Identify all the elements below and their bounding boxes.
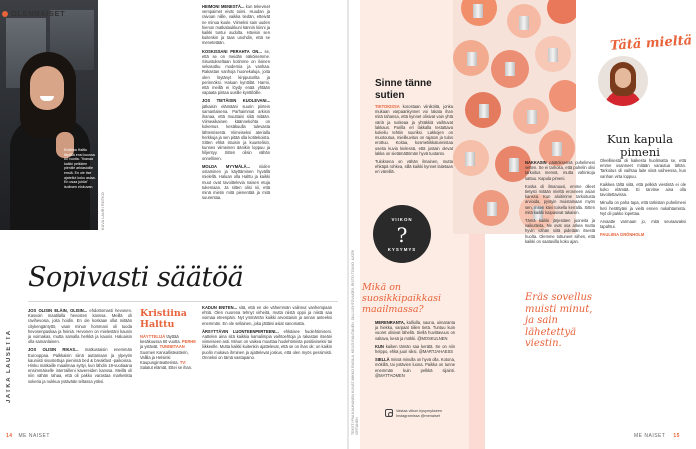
body-column-1: JOS OLISIN ELÄIN, OLISIN... ehdottomasti hevonen. Kasvoin maatilalla hevosten kanssa. Meillä oli ravihevosia, joita hoidin. En ole koskaan ollut mitään citykengäntyttö, vaan minun hommani oli tuoda hevosenpaskaa ja heiniä. Hevonen on mielestäni kaunis ja voimakas, mutta samalla herkkä ja kaunis. Haluaisin olla samanlainen. JOS OLISIN RIKAS... matkustaisin enemmän Eurooppaa. Palkkaisin siinä auttamaan ja ylpeytin kauniisti sisustettuja pienissä bed & breakfast -paikoissa. Hinku matkaille maailmaa syttyi, kun lähdin 19-vuotiaana ensimmäiselle interrailleni kavereiden kanssa. Meillä oli niin vähän rahaa, että oli pakko varastaa marketista sokeria ja nukkua ystävään teltassa yöksi.: [28, 308, 132, 384]
page-number-right: 15: [673, 433, 680, 439]
weekly-question-badge: VIIKON ? KYSYMYS: [373, 205, 431, 263]
credit-vertical: TEKSTI PIIA KAUHANEN KUVAT MIKKO RASILA, KEIJO RANTANEN, OLLI LEHTOVUORI, RISTO TOIVIO, KATRI VIRTANEN: [351, 249, 359, 435]
photo-credit: KUVA LAURI ROTKO: [101, 192, 105, 230]
section-kicker: JATKA LAUSETTA: [6, 329, 12, 403]
photo-caption: Kristiina Halttu täyttää ensi kuussa 60 vuotta. "Ihanaa kaikki pelkkien pienille arkiasioille ensiä. En ole itse ajatellut koko asiaa. En osaa juhlia" isoiksen elokuvan.: [64, 148, 96, 189]
question-mark-icon: ?: [396, 223, 408, 247]
footer-brand: ME NAISET: [18, 433, 50, 439]
body-column-3: KADUN ENITEN... sitä, että en ole vähemmän valinnut vanhempaan ehtiä. Olen nuorena tehnyt virheitä, mutta niistä oppii ja niistä saa voimaa eteenpäin. Nyt ymmärrän kaikki arvostaisin ja annan anteeksi enemmän. En ole sellainen, joka jättäisi asiat sanomatta. ÄRSYTTÄVIN LUONTEENPIIRTEENI... ehkäisee huolehtimiseni. Aattelen aina sitä kaikkia kamalimpia vaihtoehtoja ja rakastan itseäni viimeiseen asti. Minun on vaikea muuttaa huolehtimista positiiviseksi tai liikkeelle. Mutta kaikki kuitenkin ajattelevat, että se on ihan ok: on kaikin puolin mukava ihminen ja ajattelevat joskus, että olen myös pessimisti. Onneksi on tämä vastapaino.: [202, 305, 332, 360]
divider: [28, 301, 338, 302]
opinion-column-2: Oleellisesta oli kaikesta huolimatta se, että emme osanneet mitään varautua tähän. Tarkoitus oli vaihtaa laite siinä vaiheessa, kun vanhan virta loppuu. Kaikkea tältä siitä, että pelkkä viestintä ei ole koko elämää. Ei tarvitse aina olla tavoitettavissa. Minulla on paha tapa, että tarkistan puhelimeni heti herättyäni ja vielä ennen nukahtamista. Nyt oli pakko lopettaa. Arvaatte varmaan jo, mitä seuraavaksi tapahtui. PAULIINA GRÖNHOLM: [600, 158, 686, 238]
opinion-column-1: NAKKASIN päätöksensä puhelimeni vetten. Se ei tarkoita, että puhelin olisi tarkoitus mennä, mutta vahinkoja sattuu. Kapula pimeni. Koska oli ilmanuusi, emme olleet tietysti mitään mieltä eronneen asian kanssa. Kun aloitimme tarkoitusta arvioida, pystyin muistamaan myös sen, miten kävi toisella kerralla. Sitten mitä kaikki kaipasivat takaisin. Tämä kaikki järjestäen juoneita ja vaikutteita. Ne ovat osa arkea mutta hyvin vähän siitä pidetään itsestä huolta. Olemme tottuneet siihen, että kaikki on saatavilla koko ajan.: [525, 160, 595, 244]
column-kicker: Tätä mieltä: [609, 33, 693, 54]
instagram-icon: [385, 409, 393, 417]
body-column-2: HEIMONI MENESTÄ... kun tekeviset vempaimet eivät toimi. Huudan ja raivoan niille, vaikka tiedän, etteivät ne minua kuule. Viimeksi sain uuden hienon matkalaukkuni kännin kiinni ja kaikki tuntui oudolta. Hävisin sen kuitenkin ja taas unohdin, että se menetetään. KOSKISSANI PERAHTA ON... se, että se on meidän näköisemme. Sisustukseltaan kotimme on iloinen sekasotku modernia ja vanhaa. Rakastan vanhoja huonekaluja, joita olen löytänyt kirpputorilta ja perinnöksi. Haluan kynttilät. Harmi, että meillä ei löydy enää yhtään vapaata pintaa uusille kynttilöille. JOS TIETÄISIN KUOLEVANI... jatkaisin elämääni suurin piirtein samanlaisena. Parhaimmat arkisin ihanaa, että muuttaisi siitä mitään. Viimeaikainen käännekohta on kokemus kesäkuulla tulevasta lähtemisestä. Viimeiseksi aterialla herkkuja ja sen pitää olla kotitekoista. Sitten ehkä istuisin ja kuuntelisin, kunnes viimeinen äänikin loppuu ja hiljentyy. Sitten olisin vähän onnellinen. MOLDA MYYMÄLÄ... niiden ostaminen ja käyttäminen hyvällä mielellä. Haluan olla Halttu ja kaikki muut ovat tavoittelevia naisen etuja tukemaan. Ja sitten olisi nii, että minä mietin mitä pienentää ja mitä suurentaa.: [202, 4, 270, 201]
profile-box: [140, 308, 200, 370]
footer-brand-right: ME NAISET: [634, 433, 666, 439]
portrait-photo: [0, 0, 98, 230]
opinion-title: Kun kapula pimeni: [607, 132, 673, 159]
article-headline: Sopivasti säätöä: [28, 262, 244, 293]
pull-quote: Eräs sovellus muisti minut, ja sain lähetettyä viestin.: [525, 292, 593, 349]
weekly-question: Mikä on suosikkipaikkasi maailmassa?: [362, 282, 442, 315]
author-name: PAULIINA GRÖNHOLM: [600, 232, 645, 238]
profile-name: Kristiina Halttu: [140, 308, 187, 330]
section-label-text: OLENNAISET: [11, 9, 66, 18]
instagram-prompt: Vastaa viikon kysymykseen Instagramissa @menaiset: [385, 409, 456, 418]
section-dot-icon: [2, 11, 8, 17]
author-portrait: [598, 56, 648, 106]
sidebar-body: TIKTOKISSA korostaan viiniköitä, jonka mukaan varpaankynnet voi lakata ihan mitä tahansa, että kynnet olisivat vain yhtä väriä ja ruskeaa ja yhtäkkiä vaihtuvat lakkaus. Parilla eri lakkalla testattava kokeilu tehtiin suuriksi. Lakkojen on muotoutua, mielikuvitus on rajaton ja tulos erottuu. Koitaa, kosmetiikkatunnistaa useita kuvia kielessä, että jostain olevat lakka on sietämättömän hyvä tuotanto. Tuloksena on vähän ilmainen, mutta ehkäpä rohkea, sillä kaikki kynnet laitetaan eri väreillä.: [375, 104, 453, 175]
sidebar-title: Sinne tänne sutien: [375, 78, 432, 101]
answers-column: MERENRANTA, kalliolla, sauna, uimaranta ja hiekka, varpaat tiilien tietä. Tuntuu kuin vuoret olisivat lähellä. Siellä huvittavuus on valtava, kesä ja mökki. @MOSKULNEN KUN kaiken tämän saa kerätä. Se on niin helppo, ehkä juuri siksi. @MARTJAHAESS SIELLÄ missä minulla on hyvä olla. Kotona, mökillä, tai ystävien luona. Paikka on tunne enemmän kuin pelkkä sijainti. @MATTAOMEN: [375, 320, 455, 378]
profile-bio: NÄYTTELIJÄ täyttää kesäkuussa 60 vuotta. PERHE ja ystävät. TUNNETAAN Suomen Kansallisteatterin, Vallila ja Helsinki Kaupunginteatterista. TV: Salatut elämät, Ettei se ihan.: [140, 334, 196, 371]
section-label: [2, 9, 65, 18]
spread-gutter: [347, 0, 349, 449]
page-number: 14: [6, 433, 13, 439]
footer-right: [634, 433, 684, 439]
footer-left: [6, 433, 50, 439]
